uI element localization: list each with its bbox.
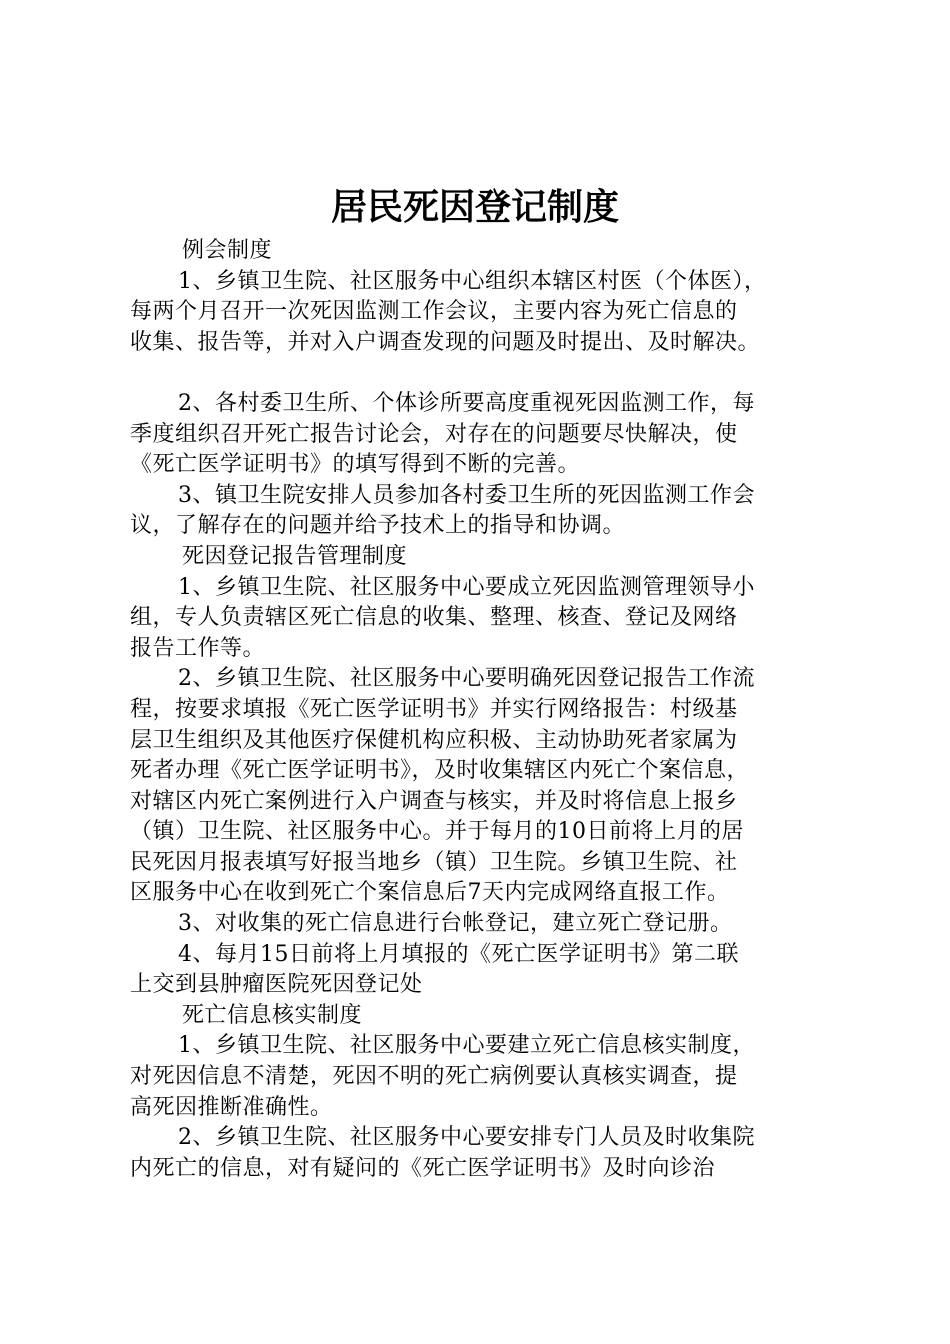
paragraph-line: 每两个月召开一次死因监测工作会议，主要内容为死亡信息的 xyxy=(130,299,738,325)
paragraph-line: 1、乡镇卫生院、社区服务中心要成立死因监测管理领导小 xyxy=(178,574,755,600)
paragraph-line: 《死亡医学证明书》的填写得到不断的完善。 xyxy=(130,452,581,478)
paragraph-line: 高死因推断准确性。 xyxy=(130,1094,333,1120)
paragraph-line: 4、每月15日前将上月填报的《死亡医学证明书》第二联 xyxy=(178,941,739,967)
paragraph-line: 报告工作等。 xyxy=(130,635,266,661)
paragraph-line: 3、镇卫生院安排人员参加各村委卫生所的死因监测工作会 xyxy=(178,482,755,508)
paragraph-line: 组，专人负责辖区死亡信息的收集、整理、核查、登记及网络 xyxy=(130,605,738,631)
document-title: 居民死因登记制度 xyxy=(330,186,619,228)
paragraph-line: 区服务中心在收到死亡个案信息后7天内完成网络直报工作。 xyxy=(130,880,730,906)
paragraph-line: 上交到县肿瘤医院死因登记处 xyxy=(130,972,423,998)
section-heading: 死亡信息核实制度 xyxy=(182,1002,363,1028)
paragraph-line: 对辖区内死亡案例进行入户调查与核实，并及时将信息上报乡 xyxy=(130,788,738,814)
paragraph-line: 收集、报告等，并对入户调查发现的问题及时提出、及时解决。 xyxy=(130,329,761,355)
paragraph-line: 程，按要求填报《死亡医学证明书》并实行网络报告：村级基 xyxy=(130,696,738,722)
paragraph-line: 3、对收集的死亡信息进行台帐登记，建立死亡登记册。 xyxy=(178,911,733,937)
paragraph-line: 季度组织召开死亡报告讨论会，对存在的问题要尽快解决，使 xyxy=(130,421,738,447)
paragraph-line: 1、乡镇卫生院、社区服务中心要建立死亡信息核实制度， xyxy=(178,1033,755,1059)
paragraph-line: 1、乡镇卫生院、社区服务中心组织本辖区村医（个体医）， xyxy=(178,268,767,294)
paragraph-line: 对死因信息不清楚，死因不明的死亡病例要认真核实调查，提 xyxy=(130,1064,738,1090)
paragraph-line: 2、乡镇卫生院、社区服务中心要安排专门人员及时收集院 xyxy=(178,1125,755,1151)
paragraph-line: 民死因月报表填写好报当地乡（镇）卫生院。乡镇卫生院、社 xyxy=(130,849,738,875)
paragraph-line: 2、各村委卫生所、个体诊所要高度重视死因监测工作，每 xyxy=(178,390,755,416)
paragraph-line: （镇）卫生院、社区服务中心。并于每月的10日前将上月的居 xyxy=(130,819,744,845)
paragraph-line: 层卫生组织及其他医疗保健机构应积极、主动协助死者家属为 xyxy=(130,727,738,753)
section-heading: 例会制度 xyxy=(182,238,273,263)
paragraph-line: 内死亡的信息，对有疑问的《死亡医学证明书》及时向诊治 xyxy=(130,1155,716,1181)
paragraph-line: 死者办理《死亡医学证明书》，及时收集辖区内死亡个案信息， xyxy=(130,758,750,784)
section-heading: 死因登记报告管理制度 xyxy=(182,543,408,569)
paragraph-line: 议，了解存在的问题并给予技术上的指导和协调。 xyxy=(130,513,626,539)
paragraph-line: 2、乡镇卫生院、社区服务中心要明确死因登记报告工作流 xyxy=(178,666,755,692)
blank-line xyxy=(130,358,830,389)
document-body xyxy=(130,236,830,1184)
